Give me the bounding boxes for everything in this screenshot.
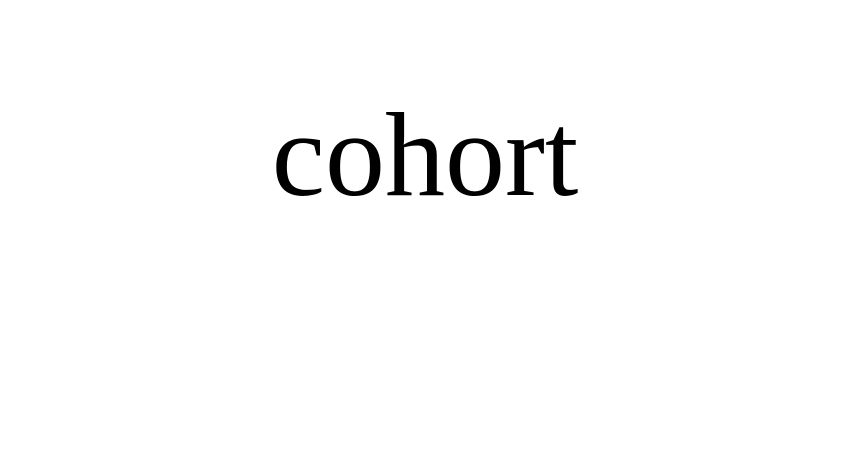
word-text: cohort	[271, 88, 579, 221]
